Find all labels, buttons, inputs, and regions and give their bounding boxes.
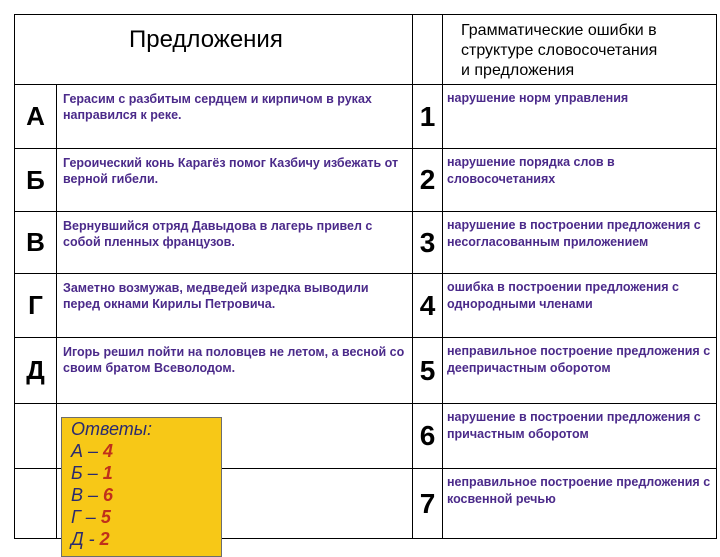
answer-letter: Д - (71, 529, 100, 549)
header-errors-line: Грамматические ошибки в (461, 22, 657, 39)
table-row (15, 85, 717, 149)
table-row (15, 149, 717, 212)
row-sentence: Героический конь Карагёз помог Казбичу избежать от верной гибели. (57, 149, 413, 212)
header-sentences-cell (15, 15, 413, 85)
answers-box (61, 417, 222, 557)
row-letter: Д (15, 338, 57, 404)
row-letter (15, 469, 57, 539)
row-number: 1 (413, 85, 443, 149)
row-error: нарушение в построении предложения с причастным оборотом (443, 404, 717, 469)
answer-letter: Г – (71, 507, 101, 527)
row-sentence: Герасим с разбитым сердцем и кирпичом в руках направился к реке. (57, 85, 413, 149)
row-number: 3 (413, 212, 443, 274)
row-number: 4 (413, 274, 443, 338)
row-error: нарушение порядка слов в словосочетаниях (443, 149, 717, 212)
row-error: неправильное построение предложения с косвенной речью (443, 469, 717, 539)
row-error: нарушение в построении предложения с несогласованным приложением (443, 212, 717, 274)
row-error: ошибка в построении предложения с однородными членами (443, 274, 717, 338)
row-number: 5 (413, 338, 443, 404)
answer-value: 4 (103, 441, 114, 461)
header-sentences-title: Предложения (129, 26, 283, 53)
answer-letter: В – (71, 485, 104, 505)
answer-value: 5 (100, 507, 111, 527)
answer-line (71, 528, 221, 550)
table-row (15, 212, 717, 274)
answer-line (71, 484, 221, 506)
header-errors-cell (443, 15, 717, 85)
row-number: 6 (413, 404, 443, 469)
answer-value: 2 (99, 529, 110, 549)
answer-line (71, 462, 221, 484)
row-error: нарушение норм управления (443, 85, 717, 149)
answer-line (71, 506, 221, 528)
answer-letter: Б – (71, 463, 103, 483)
row-letter: Г (15, 274, 57, 338)
row-sentence: Игорь решил пойти на половцев не летом, а весной со своим братом Всеволодом. (57, 338, 413, 404)
table-row (15, 338, 717, 404)
answer-line (71, 440, 221, 462)
row-sentence: Вернувшийся отряд Давыдова в лагерь привел с собой пленных французов. (57, 212, 413, 274)
row-letter: А (15, 85, 57, 149)
row-letter: В (15, 212, 57, 274)
row-error: неправильное построение предложения с деепричастным оборотом (443, 338, 717, 404)
row-sentence: Заметно возмужав, медведей изредка выводили перед окнами Кирилы Петровича. (57, 274, 413, 338)
answer-letter: А – (71, 441, 104, 461)
row-number: 2 (413, 149, 443, 212)
row-number: 7 (413, 469, 443, 539)
header-row (15, 15, 717, 85)
answer-value: 6 (103, 485, 114, 505)
answer-value: 1 (102, 463, 113, 483)
table-row (15, 274, 717, 338)
row-letter: Б (15, 149, 57, 212)
header-errors-line: структуре словосочетания (461, 42, 658, 59)
header-spacer-cell (413, 15, 443, 85)
header-errors-line: и предложения (461, 62, 575, 79)
answers-title: Ответы: (71, 419, 153, 439)
row-letter (15, 404, 57, 469)
